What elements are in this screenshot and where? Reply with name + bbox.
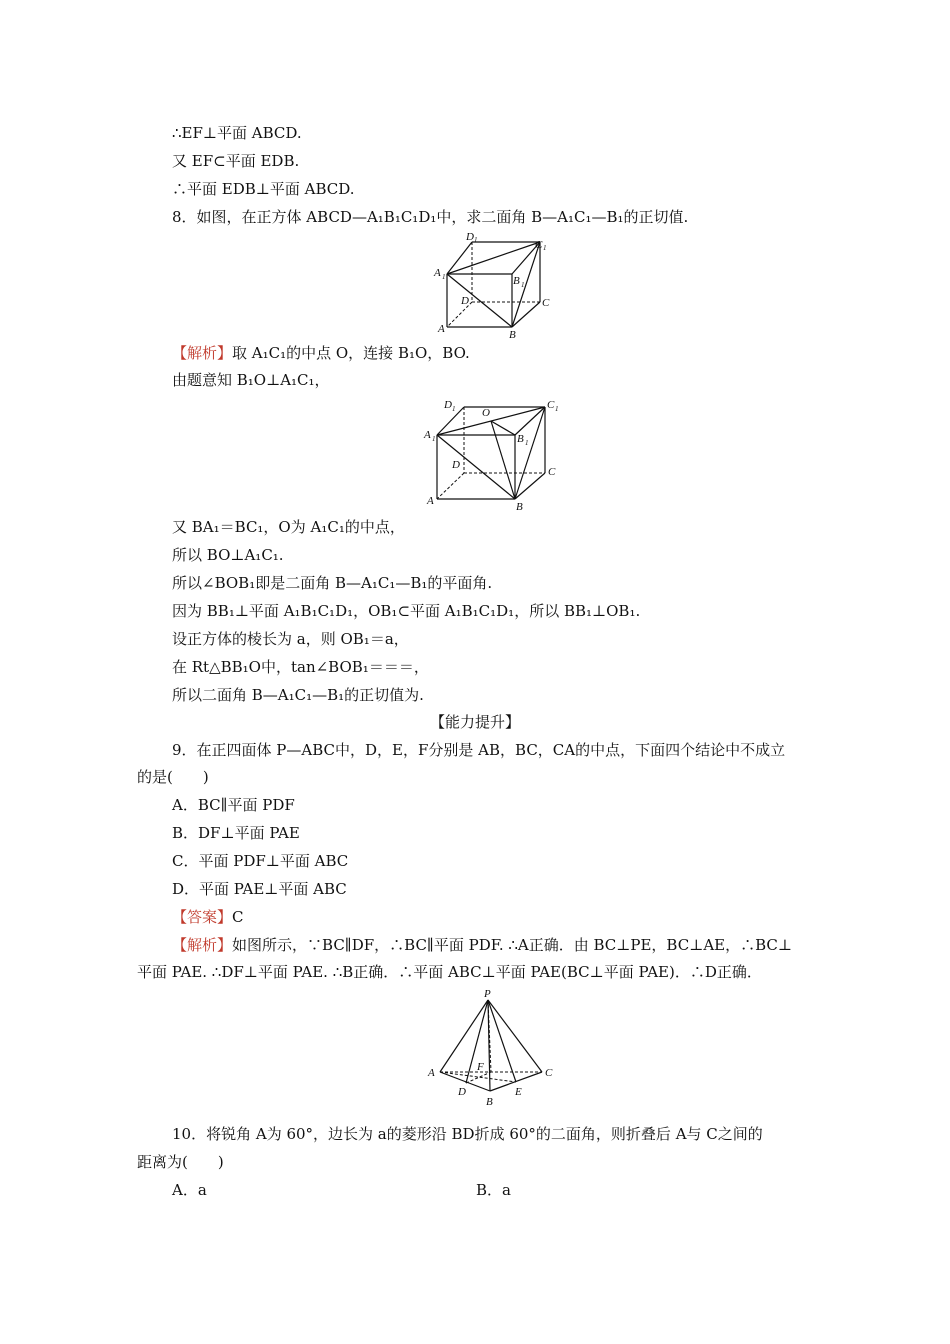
label-B: B — [516, 501, 523, 513]
text-line: ∴EF⊥平面 ABCD. — [172, 124, 302, 142]
label-B1: B — [517, 433, 524, 445]
option-C: C．平面 PDF⊥平面 ABC — [172, 852, 349, 870]
label-C1: C — [547, 399, 555, 411]
solution-8-line — [172, 343, 470, 363]
label-D1: D — [466, 232, 474, 243]
text-line: 所以∠BOB₁即是二面角 B—A₁C₁—B₁的平面角. — [172, 574, 493, 592]
option-B: B．a — [476, 1181, 511, 1199]
label-D1: D — [444, 399, 452, 411]
solution-tag: 【解析】 — [172, 344, 233, 362]
label-sub: 1 — [442, 273, 446, 281]
label-A: A — [438, 323, 445, 335]
label-B: B — [486, 1096, 493, 1108]
answer-value: C — [232, 908, 244, 926]
question-10-cont: 距离为( ) — [137, 1153, 224, 1171]
text-line: 又 BA₁＝BC₁，O为 A₁C₁的中点， — [172, 518, 405, 536]
cube-figure — [425, 232, 560, 340]
solution-text: 如图所示，∵BC∥DF，∴BC∥平面 PDF. ∴A正确．由 BC⊥PE，BC⊥AE，∴BC⊥ — [232, 936, 792, 954]
text-line: 所以二面角 B—A₁C₁—B₁的正切值为. — [172, 686, 424, 704]
label-D: D — [452, 459, 460, 471]
text-line: 由题意知 B₁O⊥A₁C₁， — [172, 371, 330, 389]
option-A: A．a — [172, 1181, 207, 1199]
cube-figure-with-midpoint — [422, 396, 567, 514]
label-P: P — [484, 988, 491, 1000]
label-D: D — [458, 1086, 466, 1098]
label-A1: A — [424, 429, 431, 441]
label-C: C — [545, 1067, 553, 1079]
label-sub: 1 — [555, 405, 559, 413]
question-9: 9．在正四面体 P—ABC中，D，E，F分别是 AB，BC，CA的中点，下面四个结论中不成立 — [172, 741, 786, 759]
solution-text: 取 A₁C₁的中点 O，连接 B₁O，BO. — [232, 344, 470, 362]
label-A: A — [427, 495, 434, 507]
label-A1: A — [434, 267, 441, 279]
question-10: 10．将锐角 A为 60°，边长为 a的菱形沿 BD折成 60°的二面角，则折叠后 A与 C之间的 — [172, 1125, 763, 1143]
text-line: 在 Rt△BB₁O中，tan∠BOB₁＝＝＝， — [172, 658, 429, 676]
text-line: 平面 PAE. ∴DF⊥平面 PAE. ∴B正确．∴平面 ABC⊥平面 PAE(BC⊥平面 PAE)．∴D正确． — [137, 963, 762, 981]
label-F: F — [477, 1061, 484, 1073]
text-line: 因为 BB₁⊥平面 A₁B₁C₁D₁，OB₁⊂平面 A₁B₁C₁D₁，所以 BB₁⊥OB₁. — [172, 602, 641, 620]
option-A: A．BC∥平面 PDF — [172, 796, 295, 814]
section-heading: 【能力提升】 — [429, 713, 520, 731]
label-C1: C — [535, 239, 543, 251]
label-B1: B — [513, 275, 520, 287]
label-sub: 1 — [452, 405, 456, 413]
label-sub: 1 — [525, 439, 529, 447]
answer-9 — [172, 907, 244, 927]
tetrahedron-figure — [425, 988, 560, 1116]
label-sub: 1 — [432, 435, 436, 443]
label-A: A — [428, 1067, 435, 1079]
option-B: B．DF⊥平面 PAE — [172, 824, 300, 842]
question-9-cont: 的是( ) — [137, 768, 209, 786]
text-line: 又 EF⊂平面 EDB. — [172, 152, 300, 170]
solution-tag: 【解析】 — [172, 936, 233, 954]
text-line: ∴平面 EDB⊥平面 ABCD. — [172, 180, 355, 198]
question-8: 8．如图，在正方体 ABCD—A₁B₁C₁D₁中，求二面角 B—A₁C₁—B₁的正切值. — [172, 208, 689, 226]
text-line: 所以 BO⊥A₁C₁. — [172, 546, 284, 564]
label-O: O — [482, 407, 490, 419]
label-E: E — [515, 1086, 522, 1098]
label-B: B — [509, 329, 516, 340]
solution-9-line — [172, 935, 792, 955]
label-C: C — [548, 466, 556, 478]
label-sub: 1 — [543, 244, 547, 252]
label-C: C — [542, 297, 550, 309]
answer-tag: 【答案】 — [172, 908, 233, 926]
text-line: 设正方体的棱长为 a，则 OB₁＝a， — [172, 630, 409, 648]
label-sub: 1 — [474, 236, 478, 244]
label-D: D — [461, 295, 469, 307]
label-sub: 1 — [521, 281, 525, 289]
option-D: D．平面 PAE⊥平面 ABC — [172, 880, 347, 898]
